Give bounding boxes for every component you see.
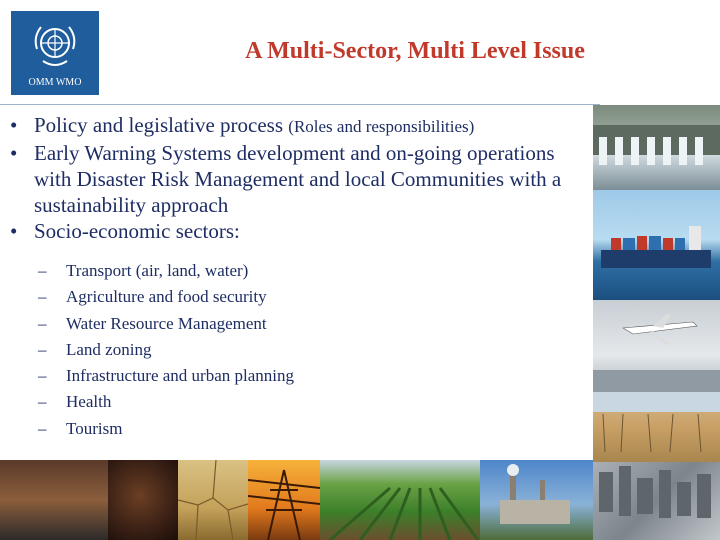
airplane-photo <box>593 300 720 392</box>
sector-text: Health <box>66 392 112 412</box>
sector-list <box>38 258 294 442</box>
un-emblem-icon <box>29 19 81 75</box>
dash-icon: – <box>38 366 47 386</box>
dam-photo <box>593 105 720 190</box>
sector-text: Infrastructure and urban planning <box>66 366 294 386</box>
crop-rows-photo <box>320 460 480 540</box>
cracked-soil-photo <box>178 460 248 540</box>
bullet-icon: • <box>10 141 18 165</box>
sector-item <box>38 258 294 284</box>
title-divider <box>0 104 600 105</box>
power-lines-photo <box>248 460 320 540</box>
sector-item <box>38 363 294 389</box>
bullet-icon: • <box>10 113 18 137</box>
sector-item <box>38 416 294 442</box>
dash-icon: – <box>38 287 47 307</box>
dash-icon: – <box>38 418 47 438</box>
factory-photo <box>480 460 593 540</box>
sector-item <box>38 389 294 415</box>
dash-icon: – <box>38 339 47 359</box>
sector-text: Water Resource Management <box>66 313 267 333</box>
bullet-list <box>10 112 595 244</box>
city-aerial-photo <box>593 462 720 540</box>
wmo-logo <box>11 11 99 95</box>
bullet-item <box>10 112 595 140</box>
sector-item <box>38 337 294 363</box>
dry-field-photo <box>593 392 720 462</box>
bullet-text: Socio-economic sectors: <box>34 219 240 243</box>
sector-text: Tourism <box>66 418 123 438</box>
sector-item <box>38 284 294 310</box>
cargo-ship-photo <box>593 190 720 300</box>
logo-text: OMM WMO <box>28 77 82 88</box>
bullet-item <box>10 140 595 218</box>
dash-icon: – <box>38 313 47 333</box>
bullet-icon: • <box>10 219 18 243</box>
sector-text: Agriculture and food security <box>66 287 267 307</box>
dash-icon: – <box>38 261 47 280</box>
sector-item <box>38 311 294 337</box>
slide-title: A Multi-Sector, Multi Level Issue <box>245 38 585 64</box>
dash-icon: – <box>38 392 47 412</box>
bullet-text: Early Warning Systems development and on-going operations with Disaster Risk Management and local Communities with a sustainability approach <box>34 141 562 217</box>
crowd-photo <box>0 460 108 540</box>
bullet-note: (Roles and responsibilities) <box>288 117 475 136</box>
sector-text: Transport (air, land, water) <box>66 261 249 280</box>
bullet-text: Policy and legislative process <box>34 113 284 137</box>
sector-text: Land zoning <box>66 339 152 359</box>
bullet-item <box>10 218 595 244</box>
child-photo <box>108 460 178 540</box>
